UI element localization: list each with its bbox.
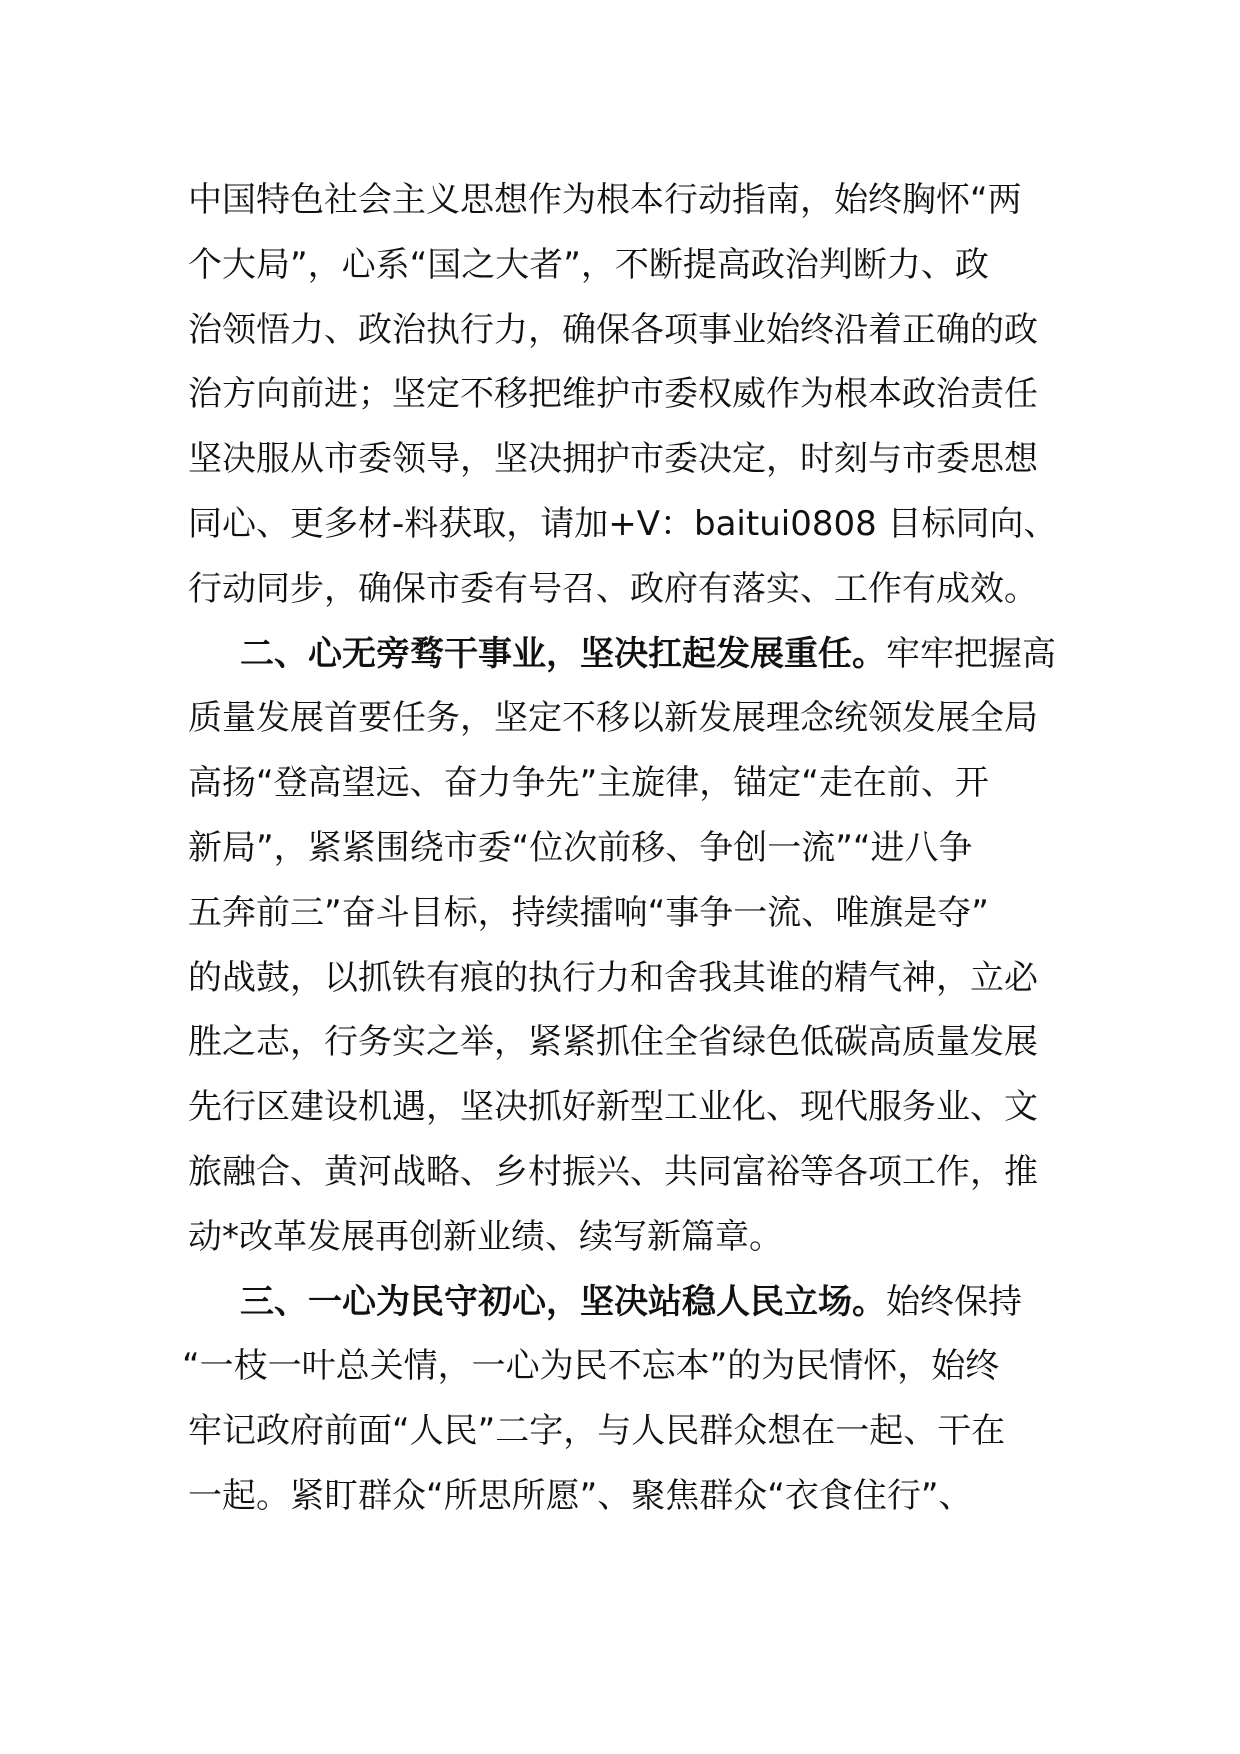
paragraph-3 (182, 1270, 1058, 1529)
text-run: 牢牢把握高 (886, 633, 1056, 674)
text-line: 个大局”，心系“国之大者”，不断提高政治判断力、政 (188, 244, 989, 285)
text-line: 质量发展首要任务，坚定不移以新发展理念统领发展全局 (188, 698, 1038, 739)
document-body (182, 168, 1058, 1529)
text-line: 旅融合、黄河战略、乡村振兴、共同富裕等各项工作，推 (188, 1151, 1038, 1192)
text-line: 行动同步，确保市委有号召、政府有落实、工作有成效。 (188, 568, 1038, 609)
text-line: 一起。紧盯群众“所思所愿”、聚焦群众“衣食住行”、 (188, 1475, 973, 1516)
text-run: 始终保持 (886, 1281, 1022, 1322)
text-line: 牢记政府前面“人民”二字，与人民群众想在一起、干在 (188, 1411, 1006, 1452)
paragraph-2 (188, 622, 1058, 1270)
text-line: “一枝一叶总关情，一心为民不忘本”的为民情怀，始终 (182, 1346, 1000, 1387)
text-line: 同心、更多材-料获取，请加+V：baitui0808 目标同向、 (188, 503, 1058, 544)
text-line (188, 1270, 1058, 1335)
text-line: 新局”，紧紧围绕市委“位次前移、争创一流”“进八争 (188, 827, 973, 868)
text-line: 治方向前进；坚定不移把维护市委权威作为根本政治责任 (188, 374, 1038, 415)
text-line: 坚决服从市委领导，坚决拥护市委决定，时刻与市委思想 (188, 439, 1038, 480)
text-line: 的战鼓，以抓铁有痕的执行力和舍我其谁的精气神，立必 (188, 957, 1038, 998)
text-line: 高扬“登高望远、奋力争先”主旋律，锚定“走在前、开 (188, 763, 989, 804)
text-line: 中国特色社会主义思想作为根本行动指南，始终胸怀“两 (188, 180, 1022, 220)
text-line: 先行区建设机遇，坚决抓好新型工业化、现代服务业、文 (188, 1087, 1038, 1128)
section-heading: 三、一心为民守初心，坚决站稳人民立场。 (240, 1281, 886, 1322)
paragraph-1 (188, 168, 1058, 622)
text-line: 胜之志，行务实之举，紧紧抓住全省绿色低碳高质量发展 (188, 1022, 1038, 1063)
section-heading: 二、心无旁骛干事业，坚决扛起发展重任。 (240, 633, 886, 674)
text-line: 治领悟力、政治执行力，确保各项事业始终沿着正确的政 (188, 309, 1038, 350)
text-line: 五奔前三”奋斗目标，持续擂响“事争一流、唯旗是夺” (188, 892, 989, 933)
text-line (188, 622, 1058, 687)
text-line: 动*改革发展再创新业绩、续写新篇章。 (188, 1216, 783, 1257)
